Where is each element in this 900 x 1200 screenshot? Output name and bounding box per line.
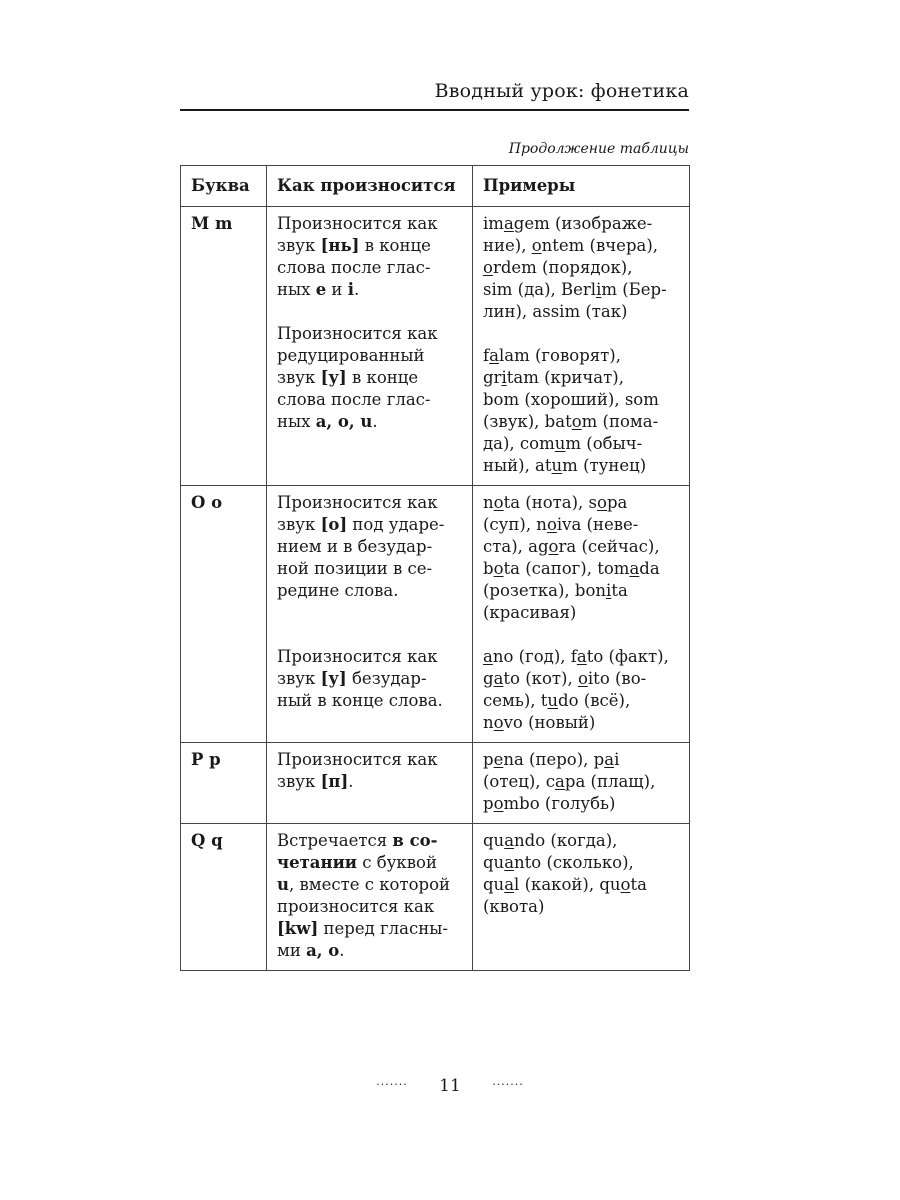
table-row-m — [181, 207, 690, 486]
rule-text: Произносится как звук [о] под ударе- нием и в безудар- ной позиции в се- редине слова. — [277, 493, 445, 600]
pronunciation-cell — [267, 207, 473, 486]
examples-cell — [473, 824, 690, 971]
examples-cell — [473, 207, 690, 486]
pronunciation-cell — [267, 486, 473, 743]
header-examples: Примеры — [473, 166, 690, 207]
running-head: Вводный урок: фонетика — [434, 80, 689, 102]
header-rule — [180, 109, 689, 111]
header-letter: Буква — [181, 166, 267, 207]
phonetics-table — [180, 165, 690, 971]
table-row-o — [181, 486, 690, 743]
page-footer — [0, 1076, 900, 1096]
page-number: 11 — [439, 1076, 461, 1096]
table-row-p — [181, 743, 690, 824]
examples-cell — [473, 486, 690, 743]
examples-text: pena (перо), pai (отец), capa (плащ), pombo (голубь) — [483, 750, 656, 813]
examples-text: quando (когда), quanto (сколько), qual (какой), quota (квота) — [483, 831, 647, 916]
rule-text: Произносится как звук [нь] в конце слова после глас- ных e и i. — [277, 214, 438, 299]
pronunciation-cell — [267, 743, 473, 824]
letter-cell: M m — [181, 207, 267, 486]
rule-text: Произносится как звук [у] безудар- ный в конце слова. — [277, 647, 443, 710]
letter-cell: Q q — [181, 824, 267, 971]
examples-text: ano (год), fato (факт), gato (кот), oito (во- семь), tudo (всё), novo (новый) — [483, 647, 669, 732]
footer-dots-left: ······· — [376, 1078, 408, 1091]
footer-dots-right: ······· — [492, 1078, 524, 1091]
examples-text: nota (нота), sopa (суп), noiva (неве- ста), agora (сейчас), bota (сапог), tomada (розетка), bonita (красивая) — [483, 493, 660, 622]
pronunciation-cell — [267, 824, 473, 971]
header-pronunciation: Как произносится — [267, 166, 473, 207]
examples-cell — [473, 743, 690, 824]
table-continuation-note: Продолжение таблицы — [508, 141, 689, 157]
letter-cell: O o — [181, 486, 267, 743]
rule-text: Произносится как звук [п]. — [277, 750, 438, 791]
table-row-q — [181, 824, 690, 971]
examples-text: falam (говорят), gritam (кричат), bom (хороший), som (звук), batom (пома- да), comum (обыч- ный), atum (тунец) — [483, 346, 659, 475]
examples-text: imagem (изображе- ние), ontem (вчера), ordem (порядок), sim (да), Berlim (Бер- лин), assim (так) — [483, 214, 667, 321]
letter-cell: P p — [181, 743, 267, 824]
table-header-row — [181, 166, 690, 207]
rule-text: Произносится как редуцированный звук [у] в конце слова после глас- ных a, o, u. — [277, 324, 438, 431]
rule-text: Встречается в со- четании с буквой u, вместе с которой произносится как [kw] перед гласны- ми a, o. — [277, 831, 451, 960]
